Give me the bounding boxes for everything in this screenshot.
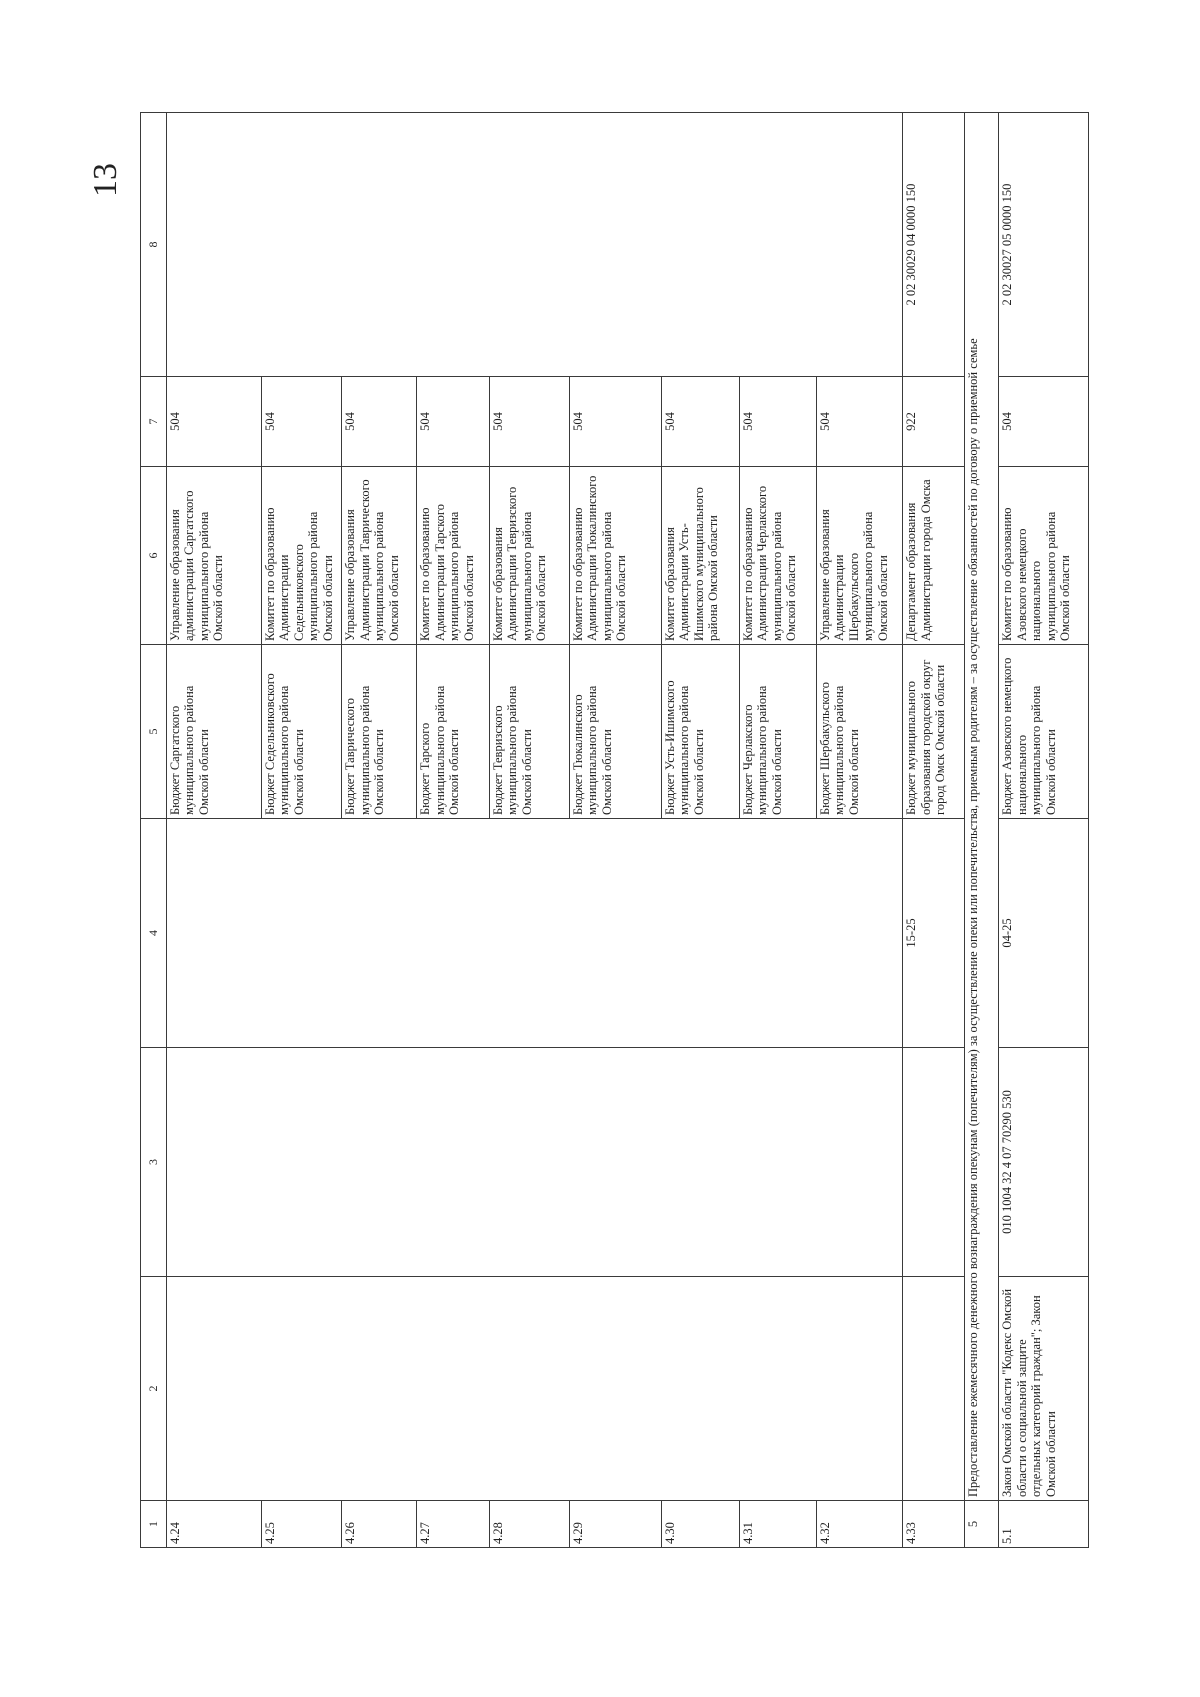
date-cell: 04-25 [999, 819, 1089, 1048]
administrator-name: Комитет образования Администрации Тевризского муниципального района Омской области [489, 467, 569, 645]
row-number: 4.31 [739, 1501, 816, 1548]
budget-name: Бюджет Тарского муниципального района Омской области [417, 645, 490, 819]
administrator-code: 504 [999, 377, 1089, 467]
budget-name: Бюджет Саргатского муниципального района Омской области [166, 645, 261, 819]
table-row [999, 113, 1089, 1548]
budget-name: Бюджет Шербакульского муниципального района Омской области [816, 645, 903, 819]
administrator-code: 504 [489, 377, 569, 467]
administrator-name: Комитет по образованию Администрации Седельниковского муниципального района Омской области [261, 467, 342, 645]
row-number: 4.29 [569, 1501, 661, 1548]
header-cell: 6 [141, 467, 167, 645]
header-cell: 3 [141, 1048, 167, 1277]
law-name: Закон Омской области "Кодекс Омской области о социальной защите отдельных категорий граждан"; Закон Омской области [999, 1277, 1089, 1501]
budget-name: Бюджет Усть-Ишимского муниципального района Омской области [661, 645, 739, 819]
administrator-name: Комитет по образованию Администрации Черлакского муниципального района Омской области [739, 467, 816, 645]
administrator-code: 504 [261, 377, 342, 467]
table-row [166, 113, 261, 1548]
revenue-code: 2 02 30027 05 0000 150 [999, 113, 1089, 377]
row-number: 4.24 [166, 1501, 261, 1548]
administrator-name: Комитет по образованию Азовского немецкого национального муниципального района Омской области [999, 467, 1089, 645]
administrator-name: Комитет образования Администрации Усть-Ишимского муниципального района Омской области [661, 467, 739, 645]
classifier-code: 010 1004 32 4 07 70290 530 [999, 1048, 1089, 1277]
rotated-table-container [140, 113, 1089, 1548]
row-number: 4.25 [261, 1501, 342, 1548]
table-row [903, 113, 965, 1548]
budget-name: Бюджет Черлакского муниципального района Омской области [739, 645, 816, 819]
budget-name: Бюджет муниципального образования городской округ город Омск Омской области [903, 645, 965, 819]
administrator-code: 504 [166, 377, 261, 467]
header-cell: 8 [141, 113, 167, 377]
administrator-code: 504 [816, 377, 903, 467]
budget-name: Бюджет Седельниковского муниципального района Омской области [261, 645, 342, 819]
revenue-code: 2 02 30029 04 0000 150 [903, 113, 965, 377]
row-number: 4.33 [903, 1501, 965, 1548]
revenue-code-cell [166, 113, 902, 377]
classifier-cell [903, 1048, 965, 1277]
header-row [141, 113, 167, 1548]
budget-name: Бюджет Таврического муниципального района Омской области [342, 645, 417, 819]
administrator-name: Комитет по образованию Администрации Тарского муниципального района Омской области [417, 467, 490, 645]
law-cell [166, 1277, 902, 1501]
header-cell: 4 [141, 819, 167, 1048]
section-number: 5 [965, 1501, 999, 1548]
law-cell [903, 1277, 965, 1501]
date-cell: 15-25 [903, 819, 965, 1048]
row-number: 4.27 [417, 1501, 490, 1548]
header-cell: 2 [141, 1277, 167, 1501]
administrator-code: 504 [739, 377, 816, 467]
classifier-cell [166, 1048, 902, 1277]
header-cell: 7 [141, 377, 167, 467]
section-title: Предоставление ежемесячного денежного вознаграждения опекунам (попечителям) за осуществление опеки или попечительства, приемным родителям – за осуществление обязанностей по договору о приемной семье [965, 113, 999, 1501]
date-cell [166, 819, 902, 1048]
budget-name: Бюджет Азовского немецкого национального муниципального района Омской области [999, 645, 1089, 819]
row-number: 4.28 [489, 1501, 569, 1548]
header-cell: 5 [141, 645, 167, 819]
administrator-name: Управление образования администрации Саргатского муниципального района Омской области [166, 467, 261, 645]
budget-name: Бюджет Тевризского муниципального района Омской области [489, 645, 569, 819]
administrator-name: Комитет по образованию Администрации Тюкалинского муниципального района Омской области [569, 467, 661, 645]
section-row [965, 113, 999, 1548]
row-number: 4.26 [342, 1501, 417, 1548]
administrator-name: Управление образования Администрации Таврического муниципального района Омской области [342, 467, 417, 645]
header-cell: 1 [141, 1501, 167, 1548]
administrator-code: 504 [569, 377, 661, 467]
administrator-code: 504 [342, 377, 417, 467]
administrator-name: Департамент образования Администрации города Омска [903, 467, 965, 645]
row-number: 5.1 [999, 1501, 1089, 1548]
administrator-name: Управление образования Администрации Шербакульского муниципального района Омской области [816, 467, 903, 645]
subvention-table [140, 112, 1089, 1548]
row-number: 4.32 [816, 1501, 903, 1548]
administrator-code: 922 [903, 377, 965, 467]
administrator-code: 504 [661, 377, 739, 467]
page-number: 13 [87, 163, 124, 197]
administrator-code: 504 [417, 377, 490, 467]
budget-name: Бюджет Тюкалинского муниципального района Омской области [569, 645, 661, 819]
row-number: 4.30 [661, 1501, 739, 1548]
